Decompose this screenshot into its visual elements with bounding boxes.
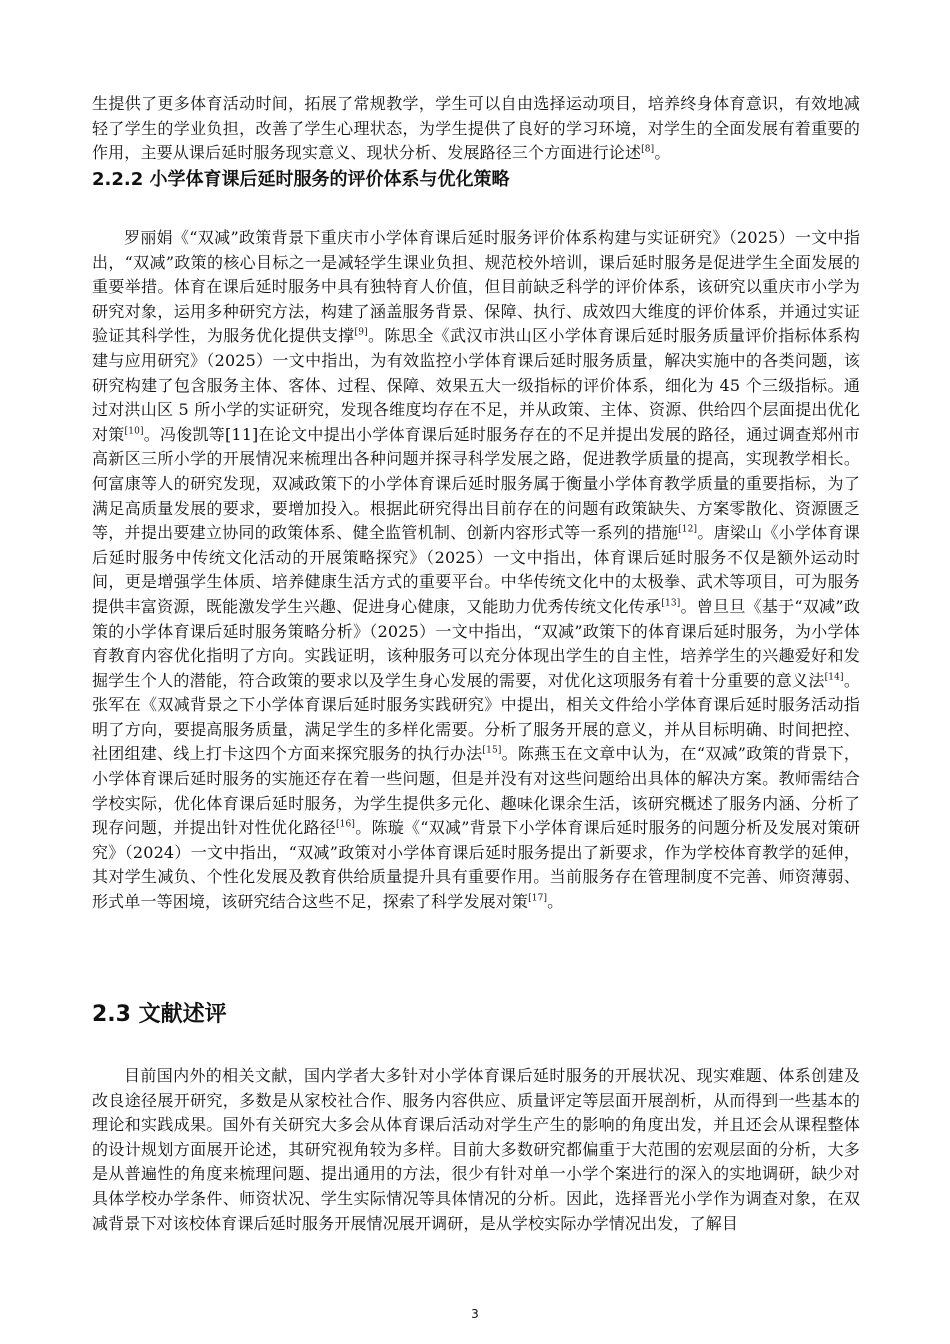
paragraph-text: 。唐梁山《小学体育课后延时服务中传统文化活动的开展策略探究》（2025）一文中指出，体育课后延时服务不仅是额外运动时间，更是增强学生体质、培养健康生活方式的重要平台。中华传统文化中的太极拳、武术等项目，可为服务提供丰富资源，既能激发学生兴趣、促进身心健康，又能助力优秀传统文化传承 — [92, 523, 860, 616]
paragraph-literature-review — [92, 1064, 860, 1236]
paragraph-text: 。陈璇《“双减”背景下小学体育课后延时服务的问题分析及发展对策研究》（2024）一文中指出，“双减”政策对小学体育课后延时服务提出了新要求，作为学校体育教学的延伸，其对学生减负、个性化发展及教育供给质量提升具有重要作用。当前服务存在管理制度不完善、师资薄弱、形式单一等困境，该研究结合这些不足，探索了科学发展对策 — [92, 818, 860, 912]
section-heading-2-3: 2.3 文献述评 — [92, 1002, 227, 1027]
citation: [14] — [824, 672, 844, 683]
paragraph-text: 目前国内外的相关文献，国内学者大多针对小学体育课后延时服务的开展状况、现实难题、体系创建及改良途径展开研究，多数是从家校社合作、服务内容供应、质量评定等层面开展剖析，从而得到一些基本的理论和实践成果。国外有关研究大多会从体育课后活动对学生产生的影响的角度出发，并且还会从课程整体的设计规划方面展开论述，其研究视角较为多样。目前大多数研究都偏重于大范围的宏观层面的分析，大多是从普遍性的角度来梳理问题、提出通用的方法，很少有针对单一小学个案进行的深入的实地调研，缺少对具体学校办学条件、师资状况、学生实际情况等具体情况的分析。因此，选择晋光小学作为调查对象，在双减背景下对该校体育课后延时服务开展情况展开调研，是从学校实际办学情况出发，了解目 — [92, 1066, 860, 1233]
paragraph-text: 罗丽娟《“双减”政策背景下重庆市小学体育课后延时服务评价体系构建与实证研究》（2025）一文中指出，“双减”政策的核心目标之一是减轻学生课业负担、规范校外培训，课后延时服务是促进学生全面发展的重要举措。体育在课后延时服务中具有独特育人价值，但目前缺乏科学的评价体系，该研究以重庆市小学为研究对象，运用多种研究方法，构建了涵盖服务背景、保障、执行、成效四大维度的评价体系，并通过实证验证其科学性，为服务优化提供支撑 — [92, 228, 860, 346]
paragraph-text: 。张军在《双减背景之下小学体育课后延时服务实践研究》中提出，相关文件给小学体育课后延时服务活动指明了方向，要提高服务质量，满足学生的多样化需要。分析了服务开展的意义，并从目标明确、时间把控、社团组建、线上打卡这四个方面来探究服务的执行办法 — [92, 670, 860, 764]
punctuation: 。 — [547, 892, 564, 912]
paragraph-text: 。曾旦旦《基于“双减”政策的小学体育课后延时服务策略分析》（2025）一文中指出，“双减”政策下的体育课后延时服务，为小学体育教育内容优化指明了方向。实践证明，该种服务可以充分体现出学生的自主性，培养学生的兴趣爱好和发掘学生个人的潜能，符合政策的要求以及学生身心发展的需要，对优化这项服务有着十分重要的意义法 — [92, 596, 860, 690]
citation: [12] — [678, 524, 698, 535]
paragraph-text: 。陈燕玉在文章中认为，在“双减”政策的背景下，小学体育课后延时服务的实施还存在着一些问题，但是并没有对这些问题给出具体的解决方案。教师需结合学校实际，优化体育课后延时服务，为学生提供多元化、趣味化课余生活，该研究概述了服务内涵、分析了现存问题，并提出针对性优化路径 — [92, 744, 861, 838]
paragraph-continuation — [92, 92, 860, 166]
citation: [9] — [354, 328, 368, 339]
citation: [16] — [336, 819, 356, 830]
citation: [8] — [641, 144, 655, 155]
page-number: 3 — [471, 1307, 479, 1321]
paragraph-evaluation-system — [92, 226, 860, 915]
paragraph-text: 生提供了更多体育活动时间，拓展了常规教学，学生可以自由选择运动项目，培养终身体育意识，有效地减轻了学生的学业负担，改善了学生心理状态，为学生提供了良好的学习环境，对学生的全面发展有着重要的作用，主要从课后延时服务现实意义、现状分析、发展路径三个方面进行论述 — [92, 94, 860, 163]
citation: [17] — [528, 893, 548, 904]
citation: [13] — [661, 598, 681, 609]
punctuation: 。 — [654, 143, 671, 163]
section-heading-2-2-2: 2.2.2 小学体育课后延时服务的评价体系与优化策略 — [92, 169, 510, 190]
citation: [10] — [124, 426, 144, 437]
citation: [15] — [482, 746, 502, 757]
paragraph-text: 。冯俊凯等[11]在论文中提出小学体育课后延时服务存在的不足并提出发展的路径，通过调查郑州市高新区三所小学的开展情况来梳理出各种问题并探寻科学发展之路，促进教学质量的提高，实现教学相长。何富康等人的研究发现，双减政策下的小学体育课后延时服务属于衡量小学体育教学质量的重要指标，为了满足高质量发展的要求，要增加投入。根据此研究得出目前存在的问题有政策缺失、方案零散化、资源匮乏等，并提出要建立协同的政策体系、健全监管机制、创新内容形式等一系列的措施 — [92, 424, 860, 543]
paragraph-text: 。陈思全《武汉市洪山区小学体育课后延时服务质量评价指标体系构建与应用研究》（2025）一文中指出，为有效监控小学体育课后延时服务质量，解决实施中的各类问题，该研究构建了包含服务主体、客体、过程、保障、效果五大一级指标的评价体系，细化为 45 个三级指标。通过对洪山区 5 所小学的实证研究，发现各维度均存在不足，并从政策、主体、资源、供给四个层面提出优化对策 — [92, 326, 860, 444]
